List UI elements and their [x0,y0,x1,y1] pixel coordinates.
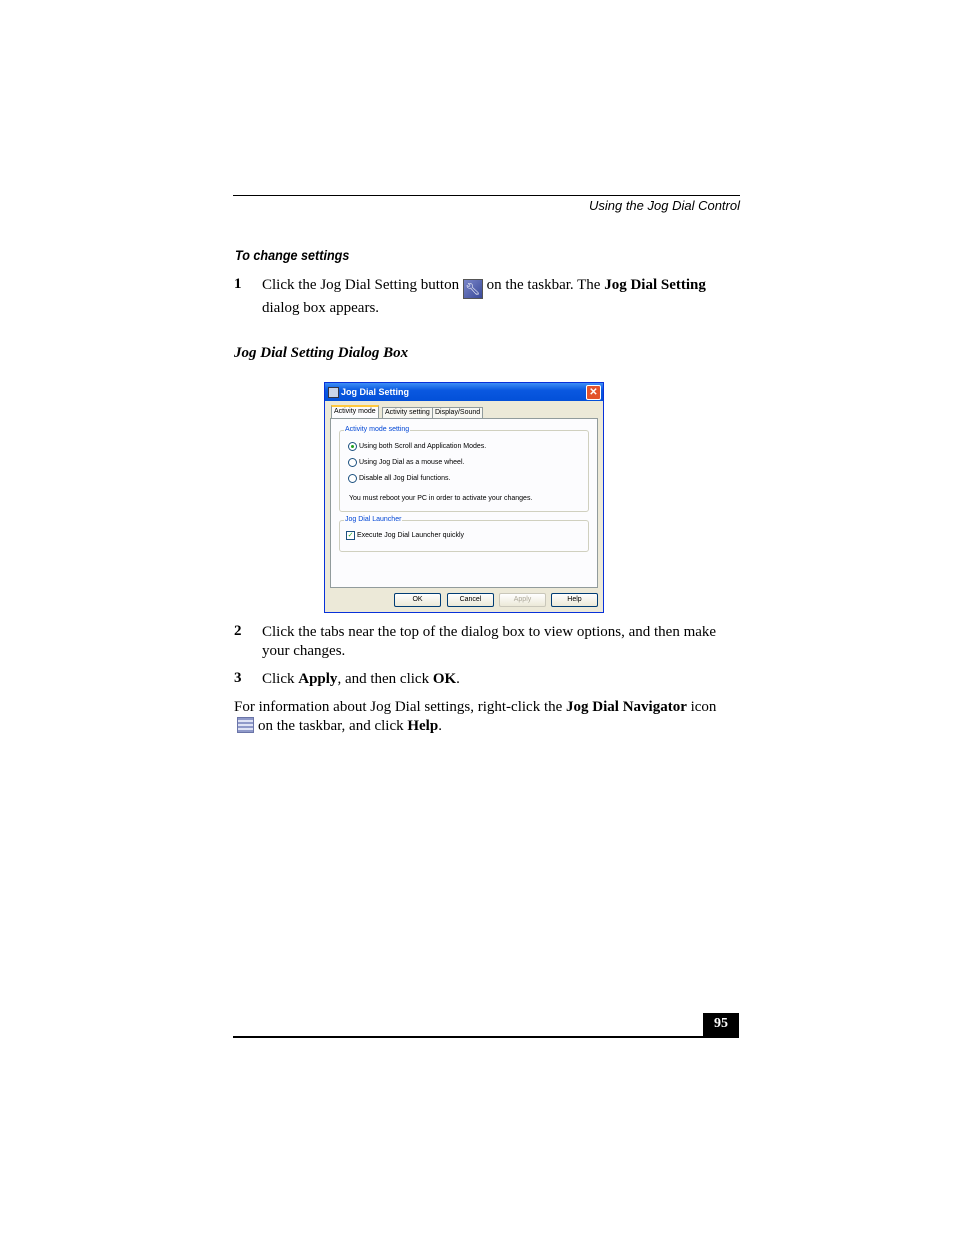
dialog-titlebar [325,383,603,401]
tab-display-sound[interactable]: Display/Sound [432,407,483,418]
radio-icon [348,442,357,451]
step-text: on the taskbar. The [486,277,601,293]
info-bold: Jog Dial Navigator [566,699,687,715]
step-number: 3 [234,670,242,686]
radio-label: Disable all Jog Dial functions. [359,475,451,482]
reboot-note: You must reboot your PC in order to activate your changes. [349,495,533,502]
tab-panel [330,418,598,588]
radio-icon [348,458,357,467]
step-text: , and then click [337,671,430,687]
step-text: your changes. [262,643,346,659]
radio-disable[interactable] [348,474,450,483]
tab-activity-setting[interactable]: Activity setting [382,407,433,418]
step-number: 1 [234,276,242,292]
checkmark-icon: ✓ [347,532,354,539]
checkbox-label: Execute Jog Dial Launcher quickly [357,532,465,539]
radio-scroll-app[interactable] [348,442,486,451]
jog-dial-navigator-icon [237,717,254,733]
help-button[interactable]: Help [551,593,598,607]
section-heading: To change settings [235,247,350,263]
step-text: Click the Jog Dial Setting button [262,277,460,293]
step-text: . [456,671,460,687]
close-button[interactable]: ✕ [586,385,601,400]
step-2 [262,623,752,661]
info-bold: Help [407,718,439,734]
step-3 [262,670,460,689]
step-text: Click the tabs near the top of the dialog box to view options, and then make [262,624,717,640]
figure-caption: Jog Dial Setting Dialog Box [234,345,409,361]
radio-icon [348,474,357,483]
launcher-group [339,516,589,552]
radio-label: Using both Scroll and Application Modes. [359,443,487,450]
running-header: Using the Jog Dial Control [588,198,740,213]
info-text: . [438,718,442,734]
step-bold: Apply [298,671,338,687]
tab-activity-mode[interactable]: Activity mode [331,405,379,420]
header-rule [233,195,740,196]
group-label: Activity mode setting [345,426,410,433]
wrench-icon: 🔧︎ [463,279,483,299]
footer-rule [233,1036,739,1038]
radio-mouse-wheel[interactable] [348,458,464,467]
radio-label: Using Jog Dial as a mouse wheel. [359,459,465,466]
jog-dial-setting-dialog [324,382,604,613]
cancel-button[interactable]: Cancel [447,593,494,607]
info-text: on the taskbar, and click [258,718,404,734]
step-bold: OK [432,671,457,687]
apply-button[interactable]: Apply [499,593,546,607]
step-text: dialog box appears. [262,300,380,316]
info-text: For information about Jog Dial settings, right-click the [234,699,563,715]
info-text: icon [690,699,717,715]
ok-button[interactable]: OK [394,593,441,607]
step-bold: Jog Dial Setting [604,277,706,293]
step-text: Click [262,671,295,687]
launcher-checkbox[interactable] [346,531,464,540]
info-paragraph [234,698,744,736]
dialog-title: Jog Dial Setting [341,387,410,397]
step-number: 2 [234,623,242,639]
app-icon [328,387,339,398]
group-label: Jog Dial Launcher [345,516,402,523]
step-1 [262,276,742,318]
page-number: 95 [703,1013,739,1037]
activity-mode-group [339,426,589,512]
